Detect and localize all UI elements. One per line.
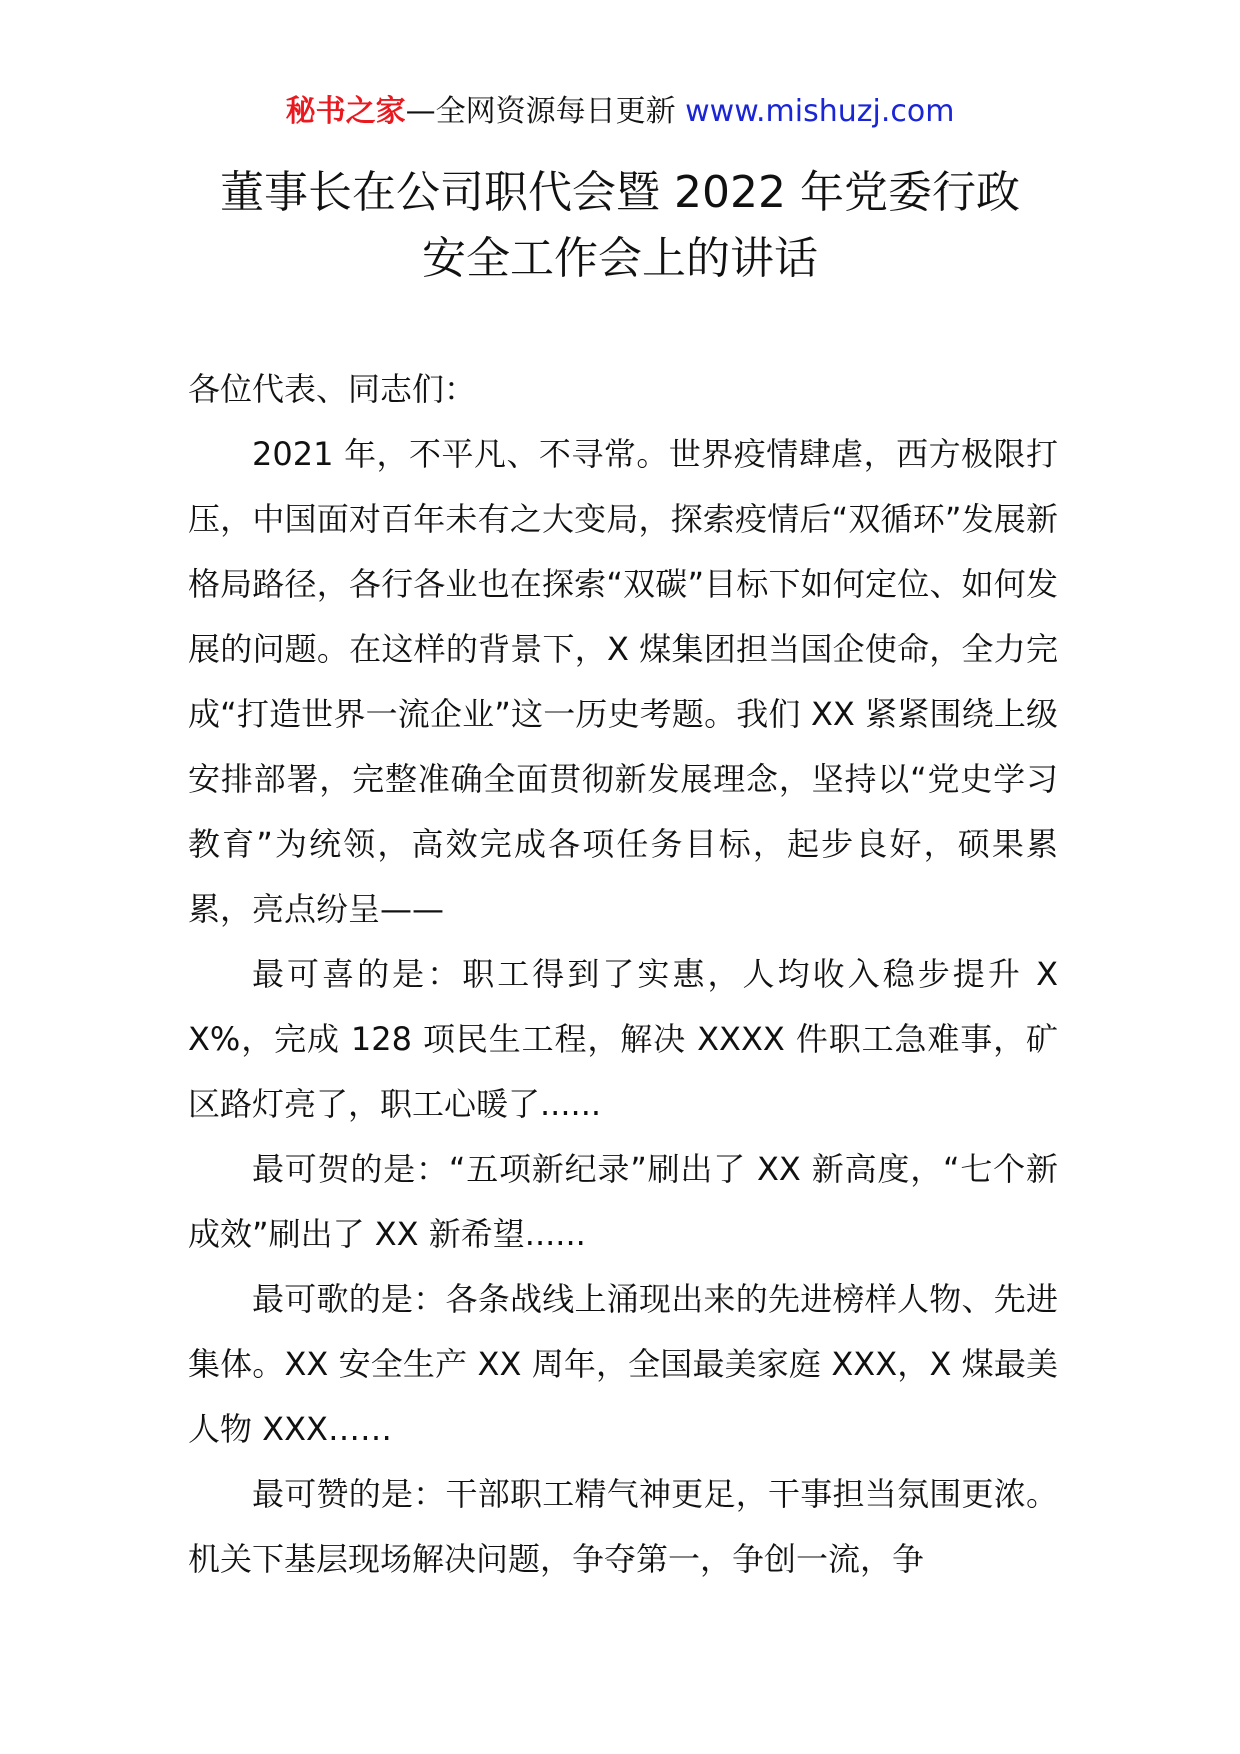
paragraph-most-praiseworthy-models: 最可歌的是：各条战线上涌现出来的先进榜样人物、先进集体。XX 安全生产 XX 周年，全国最美家庭 XXX，X 煤最美人物 XXX…… — [188, 1280, 1058, 1448]
title-line-1: 董事长在公司职代会暨 2022 年党委行政 — [220, 167, 1020, 218]
site-url-link[interactable]: www.mishuzj.com — [685, 94, 955, 129]
site-header — [0, 92, 1240, 132]
paragraph-most-congratulatory: 最可贺的是：“五项新纪录”刷出了 XX 新高度，“七个新成效”刷出了 XX 新希望...... — [188, 1150, 1058, 1253]
header-tagline: —全网资源每日更新 — [405, 94, 686, 129]
brand-name: 秘书之家 — [285, 94, 406, 129]
salutation: 各位代表、同志们： — [188, 370, 477, 408]
paragraph-most-admirable: 最可赞的是：干部职工精气神更足，干事担当氛围更浓。机关下基层现场解决问题，争夺第一，争创一流，争 — [188, 1475, 1058, 1578]
title-line-2: 安全工作会上的讲话 — [422, 233, 818, 284]
paragraph-intro: 2021 年，不平凡、不寻常。世界疫情肆虐，西方极限打压，中国面对百年未有之大变局，探索疫情后“双循环”发展新格局路径，各行各业也在探索“双碳”目标下如何定位、如何发展的问题。在这样的背景下，X 煤集团担当国企使命，全力完成“打造世界一流企业”这一历史考题。我们 XX 紧紧围绕上级安排部署，完整准确全面贯彻新发展理念，坚持以“党史学习教育”为统领，高效完成各项任务目标，起步良好，硕果累累，亮点纷呈—— — [188, 435, 1058, 928]
document-body — [188, 357, 1058, 1592]
document-title — [0, 160, 1240, 292]
paragraph-most-gratifying: 最可喜的是：职工得到了实惠，人均收入稳步提升 XX%，完成 128 项民生工程，解决 XXXX 件职工急难事，矿区路灯亮了，职工心暖了...... — [188, 955, 1058, 1123]
